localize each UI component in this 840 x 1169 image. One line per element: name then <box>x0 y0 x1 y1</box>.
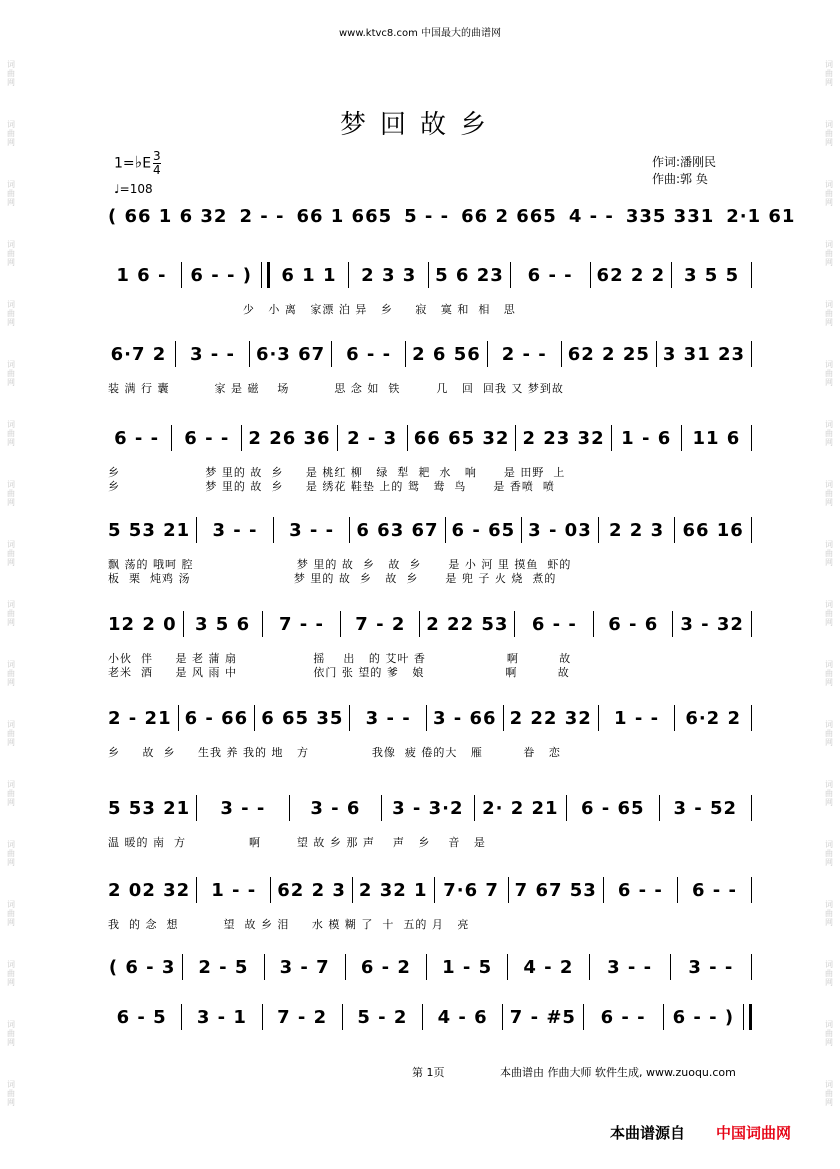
bar-line <box>674 517 675 543</box>
bar-line <box>262 611 263 637</box>
lyric-line: 乡 故 乡 生我 养 我的 地 方 我像 疲 倦的大 雁 眷 恋 <box>108 746 561 759</box>
bar-line <box>670 954 671 980</box>
bar-line <box>181 262 182 288</box>
measure: 6·7 2 <box>110 343 167 365</box>
time-numerator: 3 <box>153 149 161 163</box>
measure: 6 - - <box>527 264 573 286</box>
bar-line <box>561 341 562 367</box>
measure: 6 - - <box>617 879 663 901</box>
watermark-text: 词 曲 网 <box>7 960 15 987</box>
bar-line <box>426 705 427 731</box>
measure: 3 - - <box>220 797 266 819</box>
lyric-line: 装 满 行 囊 家 是 磁 场 思 念 如 铁 几 回 回我 又 梦到故 <box>108 382 564 395</box>
bar-line <box>502 1004 503 1030</box>
measure: 1 - 5 <box>442 956 493 978</box>
measure: 3 - 03 <box>528 519 592 541</box>
measure: 6 1 1 <box>281 264 337 286</box>
bar-line <box>751 517 752 543</box>
watermark-text: 词 曲 网 <box>7 360 15 387</box>
measure: 2 - - <box>501 343 547 365</box>
measure: 7 - - <box>278 613 324 635</box>
bar-line <box>196 877 197 903</box>
measure: 6 - - <box>184 427 230 449</box>
watermark-text: 词 曲 网 <box>825 840 833 867</box>
bar-line <box>508 877 509 903</box>
measure: 66 1 665 <box>296 205 393 227</box>
bar-line <box>487 341 488 367</box>
bar-line <box>503 705 504 731</box>
measure: 2 6 56 <box>412 343 481 365</box>
measure: 2 22 53 <box>426 613 509 635</box>
measure: 66 16 <box>682 519 744 541</box>
watermark-text: 词 曲 网 <box>7 780 15 807</box>
bar-line <box>196 795 197 821</box>
time-denominator: 4 <box>153 163 161 177</box>
bar-line <box>340 611 341 637</box>
bar-line <box>751 341 752 367</box>
notation-row <box>108 261 758 289</box>
bar-line <box>352 877 353 903</box>
measure: 3 - 1 <box>196 1006 247 1028</box>
notation-row <box>108 202 796 230</box>
watermark-text: 词 曲 网 <box>7 420 15 447</box>
bar-line <box>514 611 515 637</box>
bar-line <box>674 705 675 731</box>
measure: 2·1 61 <box>726 205 796 227</box>
bar-line <box>603 877 604 903</box>
watermark-text: 词 曲 网 <box>7 1080 15 1107</box>
measure: 6 - - <box>346 343 392 365</box>
lyric-line: 小伙 伴 是 老 蒲 扇 摇 出 的 艾叶 香 啊 故 <box>108 652 572 665</box>
measure: 7 67 53 <box>514 879 597 901</box>
measure: 2· 2 21 <box>482 797 559 819</box>
bar-line <box>663 1004 664 1030</box>
bar-line <box>681 425 682 451</box>
measure: 62 2 3 <box>277 879 346 901</box>
measure: 4 - - <box>568 205 614 227</box>
measure: 3 - 66 <box>433 707 497 729</box>
bar-line <box>348 262 349 288</box>
measure: 3 5 6 <box>195 613 251 635</box>
watermark-text: 词 曲 网 <box>7 600 15 627</box>
lyric-line: 飘 荡的 哦呵 腔 梦 里的 故 乡 故 乡 是 小 河 里 摸鱼 虾的 <box>108 558 572 571</box>
measure: 2 2 3 <box>609 519 665 541</box>
watermark-text: 词 曲 网 <box>825 900 833 927</box>
site-header: www.ktvc8.com 中国最大的曲谱网 <box>338 28 501 39</box>
measure: 3 - - <box>189 343 235 365</box>
measure: 3 - 6 <box>310 797 361 819</box>
bar-line <box>249 341 250 367</box>
bar-line <box>405 341 406 367</box>
bar-line <box>331 341 332 367</box>
measure: 6 - - ) <box>672 1006 735 1028</box>
measure: 7 - #5 <box>509 1006 576 1028</box>
bar-line <box>507 954 508 980</box>
bar-line <box>593 611 594 637</box>
measure: 3 - - <box>289 519 335 541</box>
lyric-line: 板 栗 炖鸡 汤 梦 里的 故 乡 故 乡 是 兜 子 火 烧 煮的 <box>108 572 557 585</box>
watermark-text: 词 曲 网 <box>825 180 833 207</box>
bar-line <box>656 341 657 367</box>
measure: ( 66 1 6 32 <box>108 205 228 227</box>
composer: 作曲:郭 奂 <box>652 172 708 186</box>
measure: 6 - 66 <box>184 707 249 729</box>
measure: 6 - - ) <box>190 264 252 286</box>
watermark-text: 词 曲 网 <box>825 60 833 87</box>
lyric-line: 我 的 念 想 望 故 乡 泪 水 模 糊 了 十 五的 月 亮 <box>108 918 470 931</box>
key-note: E <box>142 155 152 172</box>
notation-row <box>108 794 758 822</box>
measure: 2 - - <box>239 205 285 227</box>
bar-line <box>349 517 350 543</box>
measure: 5 53 21 <box>108 519 191 541</box>
measure: 2 - 21 <box>108 707 172 729</box>
measure: 6 65 35 <box>261 707 344 729</box>
bar-line <box>598 705 599 731</box>
bar-line <box>583 1004 584 1030</box>
measure: ( 6 - 3 <box>108 956 176 978</box>
notation-row <box>108 516 758 544</box>
bar-line <box>589 954 590 980</box>
measure: 3 - 52 <box>673 797 738 819</box>
notation-row <box>108 424 758 452</box>
measure: 1 - - <box>211 879 257 901</box>
bar-line <box>445 517 446 543</box>
bar-line <box>751 262 752 288</box>
measure: 1 6 - <box>116 264 167 286</box>
bar-line <box>171 425 172 451</box>
watermark-text: 词 曲 网 <box>825 1080 833 1107</box>
tempo-marking: ♩=108 <box>114 182 153 196</box>
bar-line <box>273 517 274 543</box>
watermark-text: 词 曲 网 <box>7 180 15 207</box>
notation-row <box>108 704 758 732</box>
bar-line <box>611 425 612 451</box>
lyric-line: 乡 梦 里的 故 乡 是 绣花 鞋垫 上的 鸳 鸯 鸟 是 香喷 喷 <box>108 480 555 493</box>
bar-line <box>241 425 242 451</box>
bar-line <box>178 705 179 731</box>
key-signature <box>114 150 161 177</box>
bar-line <box>342 1004 343 1030</box>
measure: 3 - - <box>607 956 653 978</box>
measure: 6·3 67 <box>255 343 326 365</box>
bar-line <box>743 1004 752 1030</box>
bar-line <box>751 611 752 637</box>
bar-line <box>175 341 176 367</box>
bar-line <box>426 954 427 980</box>
lyric-line: 温 暖的 南 方 啊 望 故 乡 那 声 声 乡 音 是 <box>108 836 486 849</box>
measure: 2 26 36 <box>248 427 331 449</box>
measure: 3 - - <box>365 707 411 729</box>
measure: 6 - 65 <box>580 797 645 819</box>
watermark-text: 词 曲 网 <box>825 120 833 147</box>
watermark-text: 词 曲 网 <box>7 900 15 927</box>
measure: 66 2 665 <box>461 205 557 227</box>
measure: 3 - - <box>688 956 734 978</box>
watermark-text: 词 曲 网 <box>7 300 15 327</box>
measure: 3 - 3·2 <box>392 797 464 819</box>
bar-line <box>751 877 752 903</box>
bar-line <box>751 705 752 731</box>
source-site-link[interactable]: 中国词曲网 <box>716 1124 792 1142</box>
measure: 6 63 67 <box>356 519 439 541</box>
watermark-text: 词 曲 网 <box>7 540 15 567</box>
flat-symbol: ♭ <box>134 152 143 172</box>
measure: 6·2 2 <box>685 707 741 729</box>
bar-line <box>677 877 678 903</box>
measure: 12 2 0 <box>108 613 177 635</box>
measure: 3 31 23 <box>662 343 746 365</box>
measure: 6 - 6 <box>608 613 659 635</box>
measure: 2 3 3 <box>361 264 417 286</box>
measure: 4 - 2 <box>523 956 574 978</box>
notation-row <box>108 1003 758 1031</box>
bar-line <box>419 611 420 637</box>
watermark-text: 词 曲 网 <box>7 240 15 267</box>
bar-line <box>521 517 522 543</box>
lyricist: 作词:潘刚民 <box>652 155 717 169</box>
bar-line <box>261 262 270 288</box>
notation-row <box>108 340 758 368</box>
bar-line <box>434 877 435 903</box>
time-signature <box>153 150 161 177</box>
bar-line <box>510 262 511 288</box>
notation-row <box>108 876 758 904</box>
measure: 1 - 6 <box>621 427 672 449</box>
watermark-text: 词 曲 网 <box>7 1020 15 1047</box>
watermark-text: 词 曲 网 <box>825 240 833 267</box>
measure: 2 02 32 <box>108 879 191 901</box>
watermark-text: 词 曲 网 <box>825 1020 833 1047</box>
measure: 3 - - <box>212 519 258 541</box>
bar-line <box>659 795 660 821</box>
generator-note: 本曲谱由 作曲大师 软件生成, www.zuoqu.com <box>500 1066 736 1079</box>
bar-line <box>751 425 752 451</box>
notation-row <box>108 953 758 981</box>
watermark-text: 词 曲 网 <box>825 480 833 507</box>
watermark-text: 词 曲 网 <box>825 300 833 327</box>
bar-line <box>407 425 408 451</box>
watermark-text: 词 曲 网 <box>7 840 15 867</box>
bar-line <box>181 1004 182 1030</box>
measure: 5 - - <box>404 205 450 227</box>
measure: 6 - - <box>531 613 577 635</box>
song-title: 梦回故乡 <box>339 110 500 140</box>
watermark-text: 词 曲 网 <box>825 540 833 567</box>
watermark-text: 词 曲 网 <box>7 60 15 87</box>
measure: 7 - 2 <box>277 1006 328 1028</box>
key-prefix: 1= <box>114 155 135 172</box>
watermark-text: 词 曲 网 <box>7 660 15 687</box>
watermark-text: 词 曲 网 <box>825 720 833 747</box>
watermark-text: 词 曲 网 <box>7 480 15 507</box>
bar-line <box>270 877 271 903</box>
measure: 6 - 5 <box>116 1006 167 1028</box>
bar-line <box>289 795 290 821</box>
measure: 6 - - <box>691 879 737 901</box>
lyric-line: 少 小 离 家漂 泊 异 乡 寂 寞 和 相 思 <box>108 303 516 316</box>
measure: 3 - 32 <box>680 613 744 635</box>
watermark-text: 词 曲 网 <box>825 600 833 627</box>
bar-line <box>183 611 184 637</box>
measure: 66 65 32 <box>413 427 510 449</box>
measure: 2 - 5 <box>198 956 249 978</box>
measure: 1 - - <box>614 707 660 729</box>
measure: 5 53 21 <box>108 797 191 819</box>
measure: 7 - 2 <box>355 613 406 635</box>
watermark-text: 词 曲 网 <box>825 780 833 807</box>
measure: 62 2 25 <box>567 343 650 365</box>
watermark-text: 词 曲 网 <box>825 660 833 687</box>
bar-line <box>515 425 516 451</box>
bar-line <box>751 795 752 821</box>
measure: 62 2 2 <box>596 264 666 286</box>
measure: 6 - 2 <box>360 956 411 978</box>
measure: 2 32 1 <box>358 879 428 901</box>
measure: 11 6 <box>692 427 741 449</box>
measure: 5 6 23 <box>435 264 504 286</box>
measure: 6 - 65 <box>451 519 516 541</box>
lyric-line: 老米 酒 是 风 雨 中 依门 张 望的 爹 娘 啊 故 <box>108 666 570 679</box>
measure: 2 23 32 <box>522 427 605 449</box>
bar-line <box>671 262 672 288</box>
bar-line <box>590 262 591 288</box>
bar-line <box>474 795 475 821</box>
measure: 2 - 3 <box>347 427 398 449</box>
bar-line <box>672 611 673 637</box>
bar-line <box>337 425 338 451</box>
measure: 5 - 2 <box>357 1006 408 1028</box>
bar-line <box>262 1004 263 1030</box>
measure: 335 331 <box>625 205 715 227</box>
page-number: 第 1页 <box>412 1066 445 1079</box>
measure: 3 5 5 <box>684 264 740 286</box>
watermark-text: 词 曲 网 <box>825 420 833 447</box>
bar-line <box>598 517 599 543</box>
measure: 4 - 6 <box>437 1006 488 1028</box>
bar-line <box>349 705 350 731</box>
watermark-text: 词 曲 网 <box>825 960 833 987</box>
bar-line <box>751 954 752 980</box>
watermark-text: 词 曲 网 <box>7 120 15 147</box>
measure: 6 - - <box>114 427 160 449</box>
notation-row <box>108 610 758 638</box>
bar-line <box>254 705 255 731</box>
bar-line <box>381 795 382 821</box>
bar-line <box>566 795 567 821</box>
source-label: 本曲谱源自 <box>610 1124 686 1142</box>
watermark-text: 词 曲 网 <box>7 720 15 747</box>
bar-line <box>264 954 265 980</box>
measure: 3 - 7 <box>279 956 330 978</box>
watermark-text: 词 曲 网 <box>825 360 833 387</box>
measure: 6 - - <box>600 1006 646 1028</box>
bar-line <box>428 262 429 288</box>
bar-line <box>182 954 183 980</box>
measure: 7·6 7 <box>443 879 499 901</box>
lyric-line: 乡 梦 里的 故 乡 是 桃红 柳 绿 犁 耙 水 响 是 田野 上 <box>108 466 566 479</box>
bar-line <box>422 1004 423 1030</box>
bar-line <box>345 954 346 980</box>
bar-line <box>196 517 197 543</box>
measure: 2 22 32 <box>509 707 592 729</box>
